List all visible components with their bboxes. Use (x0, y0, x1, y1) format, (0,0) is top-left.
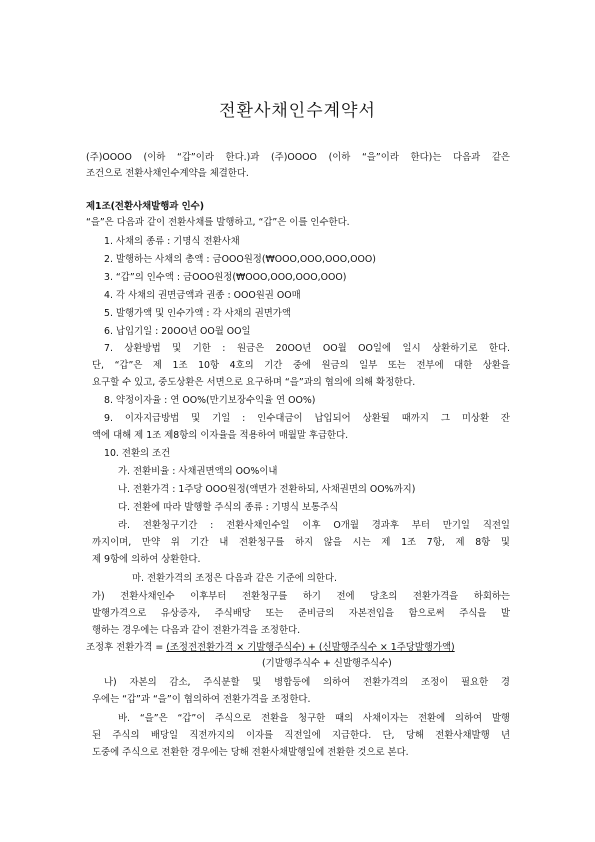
clause-line: 가) 전환사채인수 이후부터 전환청구를 하기 전에 당초의 전환가격을 하회하는 (92, 591, 510, 602)
article-heading: 제1조(전환사채발행과 인수) (86, 201, 204, 212)
sub-item: 바. “을”은 “갑”이 주식으로 전환을 청구한 때의 사채이자는 전환에 의하여 발행 (118, 713, 510, 724)
clause-line: 우에는 “갑”과 “을”이 협의하여 전환가격을 조정한다. (92, 694, 311, 705)
formula-denominator: (기발행주식수 + 신발행주식수) (262, 658, 392, 669)
sub-item: 라. 전환청구기간 : 전환사채인수일 이후 O개월 경과후 부터 만기일 직전일 (118, 520, 510, 531)
clause-line: 나) 자본의 감소, 주식분할 및 병합등에 의하여 전환가격의 조정이 필요한 경 (104, 677, 510, 688)
sub-item-continued: 된 주식의 배당일 직전까지의 이자를 직전일에 지급한다. 단, 당해 전환사채발행 년 (92, 730, 510, 741)
formula-numerator: (조정전전환가격 × 기발행주식수) + (신발행주식수 × 1주당발행가액) (166, 642, 455, 653)
sub-item: 나. 전환가격 : 1주당 OOO원정(액면가 전환하되, 사채권면의 OO%까지) (118, 484, 416, 495)
list-item: 4. 각 사채의 권면금액과 권종 : OOO원권 OO매 (104, 290, 301, 301)
list-item: 2. 발행하는 사채의 총액 : 금OOO원정(₩OOO,OOO,OOO,OOO) (104, 254, 376, 265)
sub-item: 가. 전환비율 : 사채권면액의 OO%이내 (118, 466, 278, 477)
intro-line: 조건으로 전환사채인수계약을 체결한다. (86, 168, 249, 179)
document-title: 전환사채인수계약서 (219, 101, 376, 121)
intro-line: (주)OOOO (이하 “갑”이라 한다.)과 (주)OOOO (이하 “을”이라 한다)는 다음과 같은 (86, 152, 510, 163)
list-item-continued: 단, “갑”은 제 1조 10항 4호의 기간 중에 원금의 일부 또는 전부에 대한 상환을 (92, 360, 510, 371)
article-lead: “을”은 다음과 같이 전환사채를 발행하고, “갑”은 이를 인수한다. (86, 217, 350, 228)
list-item: 5. 발행가액 및 인수가액 : 각 사채의 권면가액 (104, 308, 291, 319)
sub-item-continued: 도중에 주식으로 전환한 경우에는 당해 전환사채발행일에 전환한 것으로 본다. (92, 747, 409, 758)
list-item: 6. 납입기일 : 20OO년 OO월 OO일 (104, 326, 251, 337)
sub-item-continued: 까지이며, 만약 위 기간 내 전환청구를 하지 않을 시는 제 1조 7항, 제 8항 및 (92, 537, 510, 548)
formula-prefix: 조정후 전환가격 = (86, 642, 167, 653)
formula (86, 642, 455, 654)
list-item: 10. 전환의 조건 (104, 448, 171, 459)
list-item: 9. 이자지급방법 및 기일 : 인수대금이 납입되어 상환될 때까지 그 미상환 잔 (104, 413, 510, 424)
sub-item: 마. 전환가격의 조정은 다음과 같은 기준에 의한다. (132, 573, 337, 584)
sub-item-continued: 제 9항에 의하여 상환한다. (92, 554, 201, 565)
list-item: 8. 약정이자율 : 연 OO%(만기보장수익율 연 OO%) (104, 395, 316, 406)
clause-line: 발행가격으로 유상증자, 주식배당 또는 준비금의 자본전입을 함으로써 주식을 발 (92, 608, 510, 619)
list-item: 1. 사채의 종류 : 기명식 전환사채 (104, 236, 240, 247)
list-item: 7. 상환방법 및 기한 : 원금은 20OO년 OO월 OO일에 일시 상환하기로 한다. (104, 343, 510, 354)
list-item: 3. “갑”의 인수액 : 금OOO원정(₩OOO,OOO,OOO,OOO) (104, 272, 347, 283)
list-item-continued: 액에 대해 제 1조 제8항의 이자율을 적용하여 매월말 후급한다. (92, 430, 349, 441)
list-item-continued: 요구할 수 있고, 중도상환은 서면으로 요구하며 “을”과의 협의에 의해 확정한다. (92, 377, 416, 388)
clause-line: 행하는 경우에는 다음과 같이 전환가격을 조정한다. (92, 625, 301, 636)
sub-item: 다. 전환에 따라 발행할 주식의 종류 : 기명식 보통주식 (118, 502, 339, 513)
